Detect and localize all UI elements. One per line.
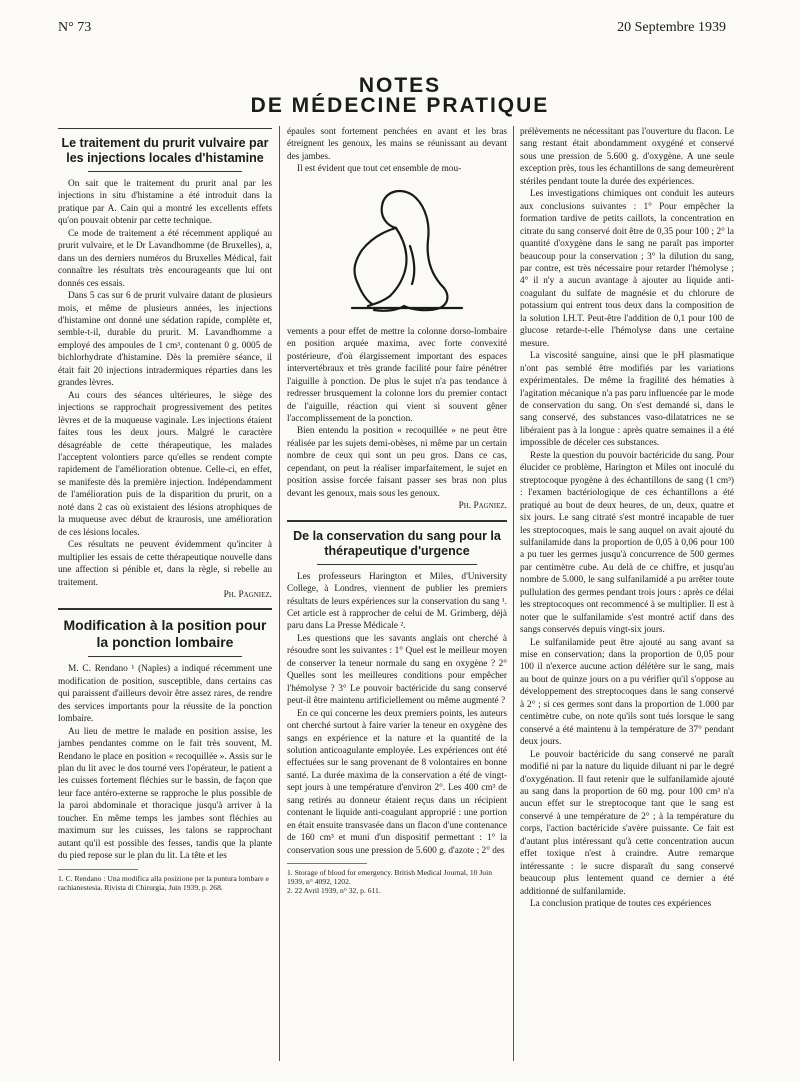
paragraph: M. C. Rendano ¹ (Naples) a indiqué récemment une modification de position, susceptible, dans certains cas qui paraissent d'ailleurs devoir être assez rares, de rendre des services importants pour la réussite de la ponction lombaire. [58, 664, 272, 725]
paragraph: Les questions que les savants anglais ont cherché à résoudre sont les suivantes : 1° Quel est le meilleur moyen de conserver la teneur normale du sang en oxygène ? 2° Quelles sont les meilleures conditions pour empêcher l'hémolyse ? 3° Le pouvoir bactéricide du sang conservé peut-il être maintenu artificiellement ou même augmenté ? [287, 633, 507, 707]
article-title-prurit: Le traitement du prurit vulvaire par les injections locales d'histamine [61, 136, 269, 165]
section-title-line1: NOTES [358, 74, 442, 97]
column-right [520, 126, 734, 911]
paragraph: On sait que le traitement du prurit anal par les injections in situ d'histamine a été introduit dans la pratique par A. Cain qui a montré les excellents effets qu'on pouvait obtenir par cette technique. [58, 179, 272, 227]
paragraph: Ce mode de traitement a été récemment appliqué au prurit vulvaire, et le Dr Lavandhomme (de Bruxelles), a, dans un des derniers numéros du Bruxelles Médical, fait connaître les résultats très encourageants que lui ont donnés ces essais. [58, 228, 272, 289]
footnote: 2. 22 Avril 1939, n° 32, p. 611. [287, 886, 381, 896]
footnote: 1. C. Rendano : Una modifica alla posizione per la puntura lombare e rachianestesia. Rivista di Chirurgia, Juin 1939, p. 268. [58, 873, 269, 892]
paragraph: Au lieu de mettre le malade en position assise, les jambes pendantes comme on le fait très souvent, M. Rendano le place en position « recoquillée ». Assis sur le plan du lit avec le dos tourné vers l'opérateur, le patient a les cuisses fortement fléchies sur le bassin, de façon que leur face antéro-externe se rapproche le plus possible de la paroi abdominale et thoracique jusqu'à arriver à la toucher. En même temps les jambes sont fléchies au maximum sur les cuisses, les talons se rapprochant autant qu'il est possible des fesses, tandis que la plante du pied repose sur le plan du lit. La tête et les [58, 726, 272, 862]
paragraph: Bien entendu la position « recoquillée » ne peut être réalisée par les sujets demi-obèses, ni même par un certain nombre de ceux qui sont un peu gros. Dans ce cas, cependant, on peut la réaliser imparfaitement, le sujet en position assise forcée faisant passer ses bras non plus devant les genoux, mais sous les genoux. [287, 426, 507, 499]
paragraph: Reste la question du pouvoir bactéricide du sang. Pour élucider ce problème, Harington et Miles ont inoculé du streptocoque pyogène à des échantillons de sang (1 cm³) : l'examen bactériologique de ces échantillons a été pratiqué au bout de deux heures, de un, deux, quatre et six jours. Le sang citraté s'est montré incapable de tuer les streptocoques, mais le sang auquel on avait ajouté du sulfanilamide dans la proportion de 0,05 à 0,06 pour 100 a pu tuer les germes jusqu'à concurrence de 500 germes par centimètre cube. Au delà de ce chiffre, et jusqu'au nombre de 5.000, le sang sulfanilamidé a pu arrêter toute pullulation des germes pendant trois jours : après ce délai les streptocoques ont recommencé à se multiplier. Il est à noter que le sulfanilamide s'est montré actif dans des sangs conservés depuis vingt-six jours. [520, 450, 734, 636]
issue-number: N° 73 [58, 20, 92, 35]
article-title-sang: De la conservation du sang pour la thérapeutique d'urgence [293, 528, 501, 558]
issue-date: 20 Septembre 1939 [617, 20, 726, 35]
paragraph: Les professeurs Harington et Miles, d'University College, à Londres, viennent de publier les premiers résultats de leurs expériences sur la conservation du sang ¹. Cet article est à rapprocher de celui de M. Grimberg, déjà paru dans La Presse Médicale ². [287, 571, 507, 632]
author-signature: Ph. Pagniez. [458, 501, 507, 512]
seated-figure-drawing [312, 180, 482, 320]
paragraph: La viscosité sanguine, ainsi que le pH plasmatique n'ont pas semblé être modifiés par les variations expérimentales. De même la fragilité des hématies à l'agitation mécanique n'a pas paru influencée par le mode de conservation du sang. On s'est demandé si, dans le sang conservé, des substances vaso-dilatatrices ne se libéraient pas à la longue : après quatre semaines il a été impossible de déceler ces substances. [520, 351, 734, 449]
article-title-ponction: Modification à la position pour la ponction lombaire [63, 617, 267, 651]
column-middle [287, 126, 507, 895]
paragraph: Ces résultats ne peuvent évidemment qu'inciter à multiplier les essais de cette thérapeutique nouvelle dans une affection si pénible et, dans la règle, si rebelle au traitement. [58, 540, 272, 588]
paragraph: En ce qui concerne les deux premiers points, les auteurs ont cherché surtout à faire varier la teneur en oxygène des sangs en expérience et la nature et la quantité de la solution anticoagulante employée. Les expériences ont été effectuées sur le sang provenant de 8 volontaires en bonne santé. La durée maxima de la conservation a été de vingt-sept jours à une température d'environ 2°. Les 400 cm³ de sang retirés au donneur étaient reçus dans un récipient contenant le liquide anti-coagulant approprié : une portion en était ensuite transvasée dans un flacon d'une contenance de 160 cm³ et muni d'un dispositif permettant : 1° la conservation sous une pression de 5.600 g. d'azote ; 2° des [287, 708, 507, 856]
column-left [58, 126, 272, 892]
paragraph: épaules sont fortement penchées en avant et les bras étreignent les genoux, les mains se réunissant au devant des jambes. [287, 127, 507, 162]
paragraph: Il est évident que tout cet ensemble de mou- [297, 164, 462, 175]
footnote: 1. Storage of blood for emergency. British Medical Journal, 10 Juin 1939, n° 4092, 1202. [287, 868, 492, 887]
paragraph: Les investigations chimiques ont conduit les auteurs aux conclusions suivantes : 1° Pour empêcher la formation tardive de petits caillots, la concentration en citrate du sang conservé doit être de 0,35 pour 100 ; 2° la quantité d'oxygène dans le sang ne paraît pas importer beaucoup pour la conservation ; 3° la dilution du sang, par contre, est très nécessaire pour retarder l'hémolyse ; 4° il n'y a aucun avantage à ajouter au liquide anti-coagulant du sulfate de magnésie et du chlorure de potassium qui entrent tous deux dans la composition de la solution I.H.T. Peut-être l'addition de 0,1 pour 100 de glucose retarde-t-elle l'hémolyse dans une certaine mesure. [520, 189, 734, 349]
paragraph: vements a pour effet de mettre la colonne dorso-lombaire en position arquée maxima, avec forte convexité postérieure, d'où élargissement important des espaces intervertébraux et très grande facilité pour faire pénétrer l'aiguille à ponction. De plus le sujet n'a pas tendance à redresser brusquement la colonne lors du premier contact de l'aiguille, réaction qui vient si souvent gêner l'accomplissement de la ponction. [287, 326, 507, 424]
paragraph: Dans 5 cas sur 6 de prurit vulvaire datant de plusieurs mois, et même de plusieurs années, les injections d'histamine ont donné une sédation rapide, complète et, semble-t-il, durable du prurit. M. Lavandhomme a employé des ampoules de 1 cm³, contenant 0 g. 0005 de bichlorhydrate d'histamine. Dès la première séance, il était fait 20 injections intradermiques réparties dans les grandes lèvres. [58, 291, 272, 389]
section-title-line2: DE MÉDECINE PRATIQUE [250, 94, 550, 117]
author-signature: Ph. Pagniez. [223, 589, 272, 600]
paragraph: Le pouvoir bactéricide du sang conservé ne paraît modifié ni par la nature du liquide diluant ni par le degré d'oxygénation. Il faut retenir que le sulfanilamide ajouté au sang dans la proportion de 60 mg. pour 100 cm³ n'a aucun effet sur le streptocoque tant que le sang est conservé à une température de 2° ; à la température du corps, l'action bactéricide s'avère puissante. Ce fait est d'autant plus intéressant qu'à cette concentration aucun effet toxique n'est à craindre. Autre remarque intéressante : le sucre disparaît du sang conservé beaucoup plus lentement quand ce dernier a été additionné de sulfanilamide. [520, 749, 734, 897]
paragraph: Au cours des séances ultérieures, le siège des injections se rapprochait progressivement des petites lèvres et de la muqueuse vaginale. Les injections étaient faites tous les deux jours. Malgré le caractère désagréable de cette thérapeutique, les malades l'acceptent volontiers parce qu'elles se rendent compte rapidement de l'amélioration obtenue. Celle-ci, en effet, se manifeste dès la première injection. Indépendamment de l'amélioration puis de la disparition du prurit, on a noté dans 2 cas où existaient des lésions atrophiques de la muqueuse avec début de kraurosis, une amélioration de ces lésions locales. [58, 390, 272, 538]
paragraph: Le sulfanilamide peut être ajouté au sang avant sa mise en conservation; dans la proportion de 0,05 pour 100 il n'exerce aucune action délétère sur le sang, mais au bout de quinze jours on a pu vérifier qu'il s'oppose au développement des streptocoques dans le sang conservé à 2° ; si ces germes sont dans la proportion de 1.000 par centimètre cube, on note qu'ils sont tués lorsque le sang conservé a été maintenu à la température de 37° pendant deux jours. [520, 637, 734, 748]
paragraph: La conclusion pratique de toutes ces expériences [530, 899, 712, 910]
paragraph: prélèvements ne nécessitant pas l'ouverture du flacon. Le sang restant était abondamment oxygéné et conservé sous une pression de 5.600 g. d'oxygène. A une seule exception près, tous les échantillons de sang demeurèrent stériles pendant toute la durée des expériences. [520, 127, 734, 187]
